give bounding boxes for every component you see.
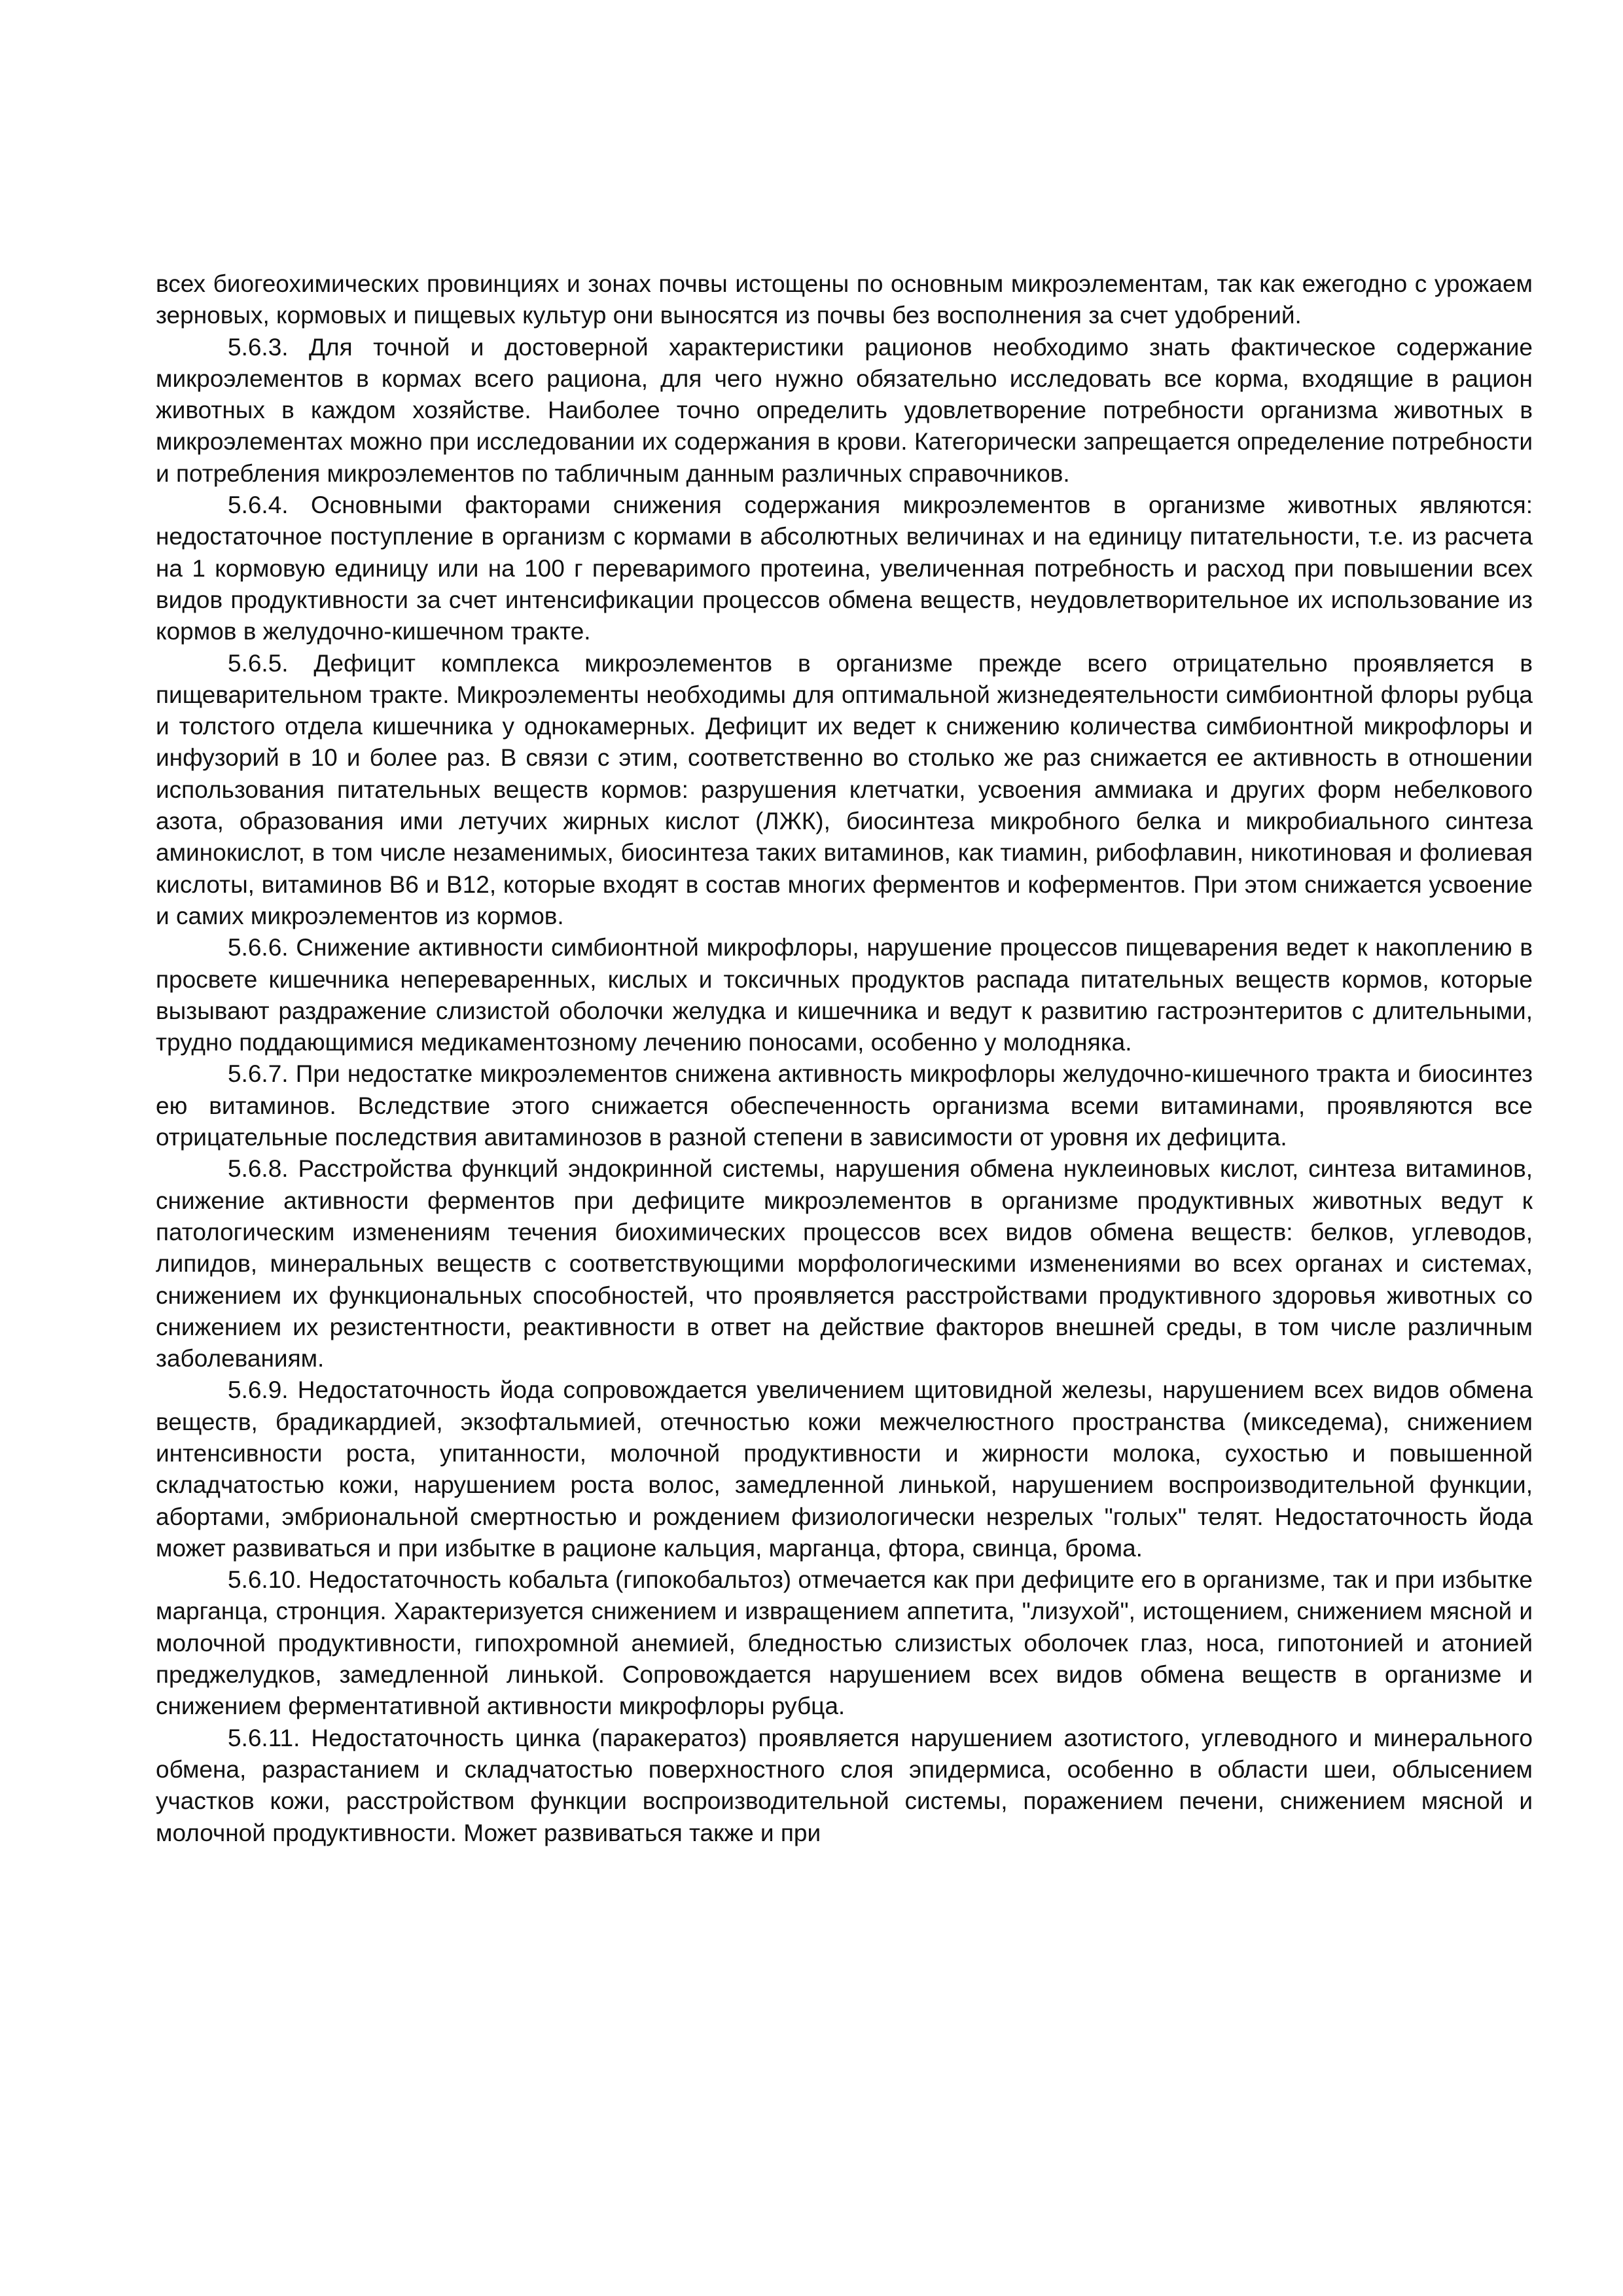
paragraph-5-6-10: 5.6.10. Недостаточность кобальта (гипокобальтоз) отмечается как при дефиците его в организме, так и при избытке марганца, стронция. Характеризуется снижением и извращением аппетита, "лизухой", истощением, снижением мясной и молочной продуктивности, гипохромной анемией, бледностью слизистых оболочек глаз, носа, гипотонией и атонией преджелудков, замедленной линькой. Сопровождается нарушением всех видов обмена веществ в организме и снижением ферментативной активности микрофлоры рубца. bbox=[156, 1566, 1533, 1720]
paragraph-5-6-9: 5.6.9. Недостаточность йода сопровождается увеличением щитовидной железы, нарушением всех видов обмена веществ, брадикардией, экзофтальмией, отечностью кожи межчелюстного пространства (микседема), снижением интенсивности роста, упитанности, молочной продуктивности и жирности молока, сухостью и повышенной складчатостью кожи, нарушением роста волос, замедленной линькой, нарушением воспроизводительной функции, абортами, эмбриональной смертностью и рождением физиологически незрелых "голых" телят. Недостаточность йода может развиваться и при избытке в рационе кальция, марганца, фтора, свинца, брома. bbox=[156, 1376, 1533, 1562]
paragraph-5-6-8: 5.6.8. Расстройства функций эндокринной системы, нарушения обмена нуклеиновых кислот, синтеза витаминов, снижение активности ферментов при дефиците микроэлементов в организме продуктивных животных ведут к патологическим изменениям течения биохимических процессов всех видов обмена веществ: белков, углеводов, липидов, минеральных веществ с соответствующими морфологическими изменениями во всех органах и системах, снижением их функциональных способностей, что проявляется расстройствами продуктивного здоровья животных со снижением их резистентности, реактивности в ответ на действие факторов внешней среды, в том числе различным заболеваниям. bbox=[156, 1155, 1533, 1372]
document-body bbox=[156, 268, 1533, 1849]
paragraph-5-6-3: 5.6.3. Для точной и достоверной характеристики рационов необходимо знать фактическое содержание микроэлементов в кормах всего рациона, для чего нужно обязательно исследовать все корма, входящие в рацион животных в каждом хозяйстве. Наиболее точно определить удовлетворение потребности организма животных в микроэлементах можно при исследовании их содержания в крови. Категорически запрещается определение потребности и потребления микроэлементов по табличным данным различных справочников. bbox=[156, 333, 1533, 487]
paragraph-5-6-11: 5.6.11. Недостаточность цинка (паракератоз) проявляется нарушением азотистого, углеводного и минерального обмена, разрастанием и складчатостью поверхностного слоя эпидермиса, особенно в области шеи, облысением участков кожи, расстройством функции воспроизводительной системы, поражением печени, снижением мясной и молочной продуктивности. Может развиваться также и при bbox=[156, 1724, 1533, 1846]
paragraph-5-6-6: 5.6.6. Снижение активности симбионтной микрофлоры, нарушение процессов пищеварения ведет к накоплению в просвете кишечника непереваренных, кислых и токсичных продуктов распада питательных веществ кормов, которые вызывают раздражение слизистой оболочки желудка и кишечника и ведут к развитию гастроэнтеритов с длительными, трудно поддающимися медикаментозному лечению поносами, особенно у молодняка. bbox=[156, 934, 1533, 1056]
paragraph-5-6-5: 5.6.5. Дефицит комплекса микроэлементов в организме прежде всего отрицательно проявляется в пищеварительном тракте. Микроэлементы необходимы для оптимальной жизнедеятельности симбионтной флоры рубца и толстого отдела кишечника у однокамерных. Дефицит их ведет к снижению количества симбионтной микрофлоры и инфузорий в 10 и более раз. В связи с этим, соответственно во столько же раз снижается ее активность в отношении использования питательных веществ кормов: разрушения клетчатки, усвоения аммиака и других форм небелкового азота, образования ими летучих жирных кислот (ЛЖК), биосинтеза микробного белка и микробиального синтеза аминокислот, в том числе незаменимых, биосинтеза таких витаминов, как тиамин, рибофлавин, никотиновая и фолиевая кислоты, витаминов В6 и В12, которые входят в состав многих ферментов и коферментов. При этом снижается усвоение и самих микроэлементов из кормов. bbox=[156, 649, 1533, 929]
paragraph-5-6-7: 5.6.7. При недостатке микроэлементов снижена активность микрофлоры желудочно-кишечного тракта и биосинтез ею витаминов. Вследствие этого снижается обеспеченность организма всеми витаминами, проявляются все отрицательные последствия авитаминозов в разной степени в зависимости от уровня их дефицита. bbox=[156, 1060, 1533, 1151]
paragraph-5-6-4: 5.6.4. Основными факторами снижения содержания микроэлементов в организме животных являются: недостаточное поступление в организм с кормами в абсолютных величинах и на единицу питательности, т.е. из расчета на 1 кормовую единицу или на 100 г переваримого протеина, увеличенная потребность и расход при повышении всех видов продуктивности за счет интенсификации процессов обмена веществ, неудовлетворительное их использование из кормов в желудочно-кишечном тракте. bbox=[156, 492, 1533, 645]
paragraph-continuation: всех биогеохимических провинциях и зонах почвы истощены по основным микроэлементам, так как ежегодно с урожаем зерновых, кормовых и пищевых культур они выносятся из почвы без восполнения за счет удобрений. bbox=[156, 270, 1533, 329]
